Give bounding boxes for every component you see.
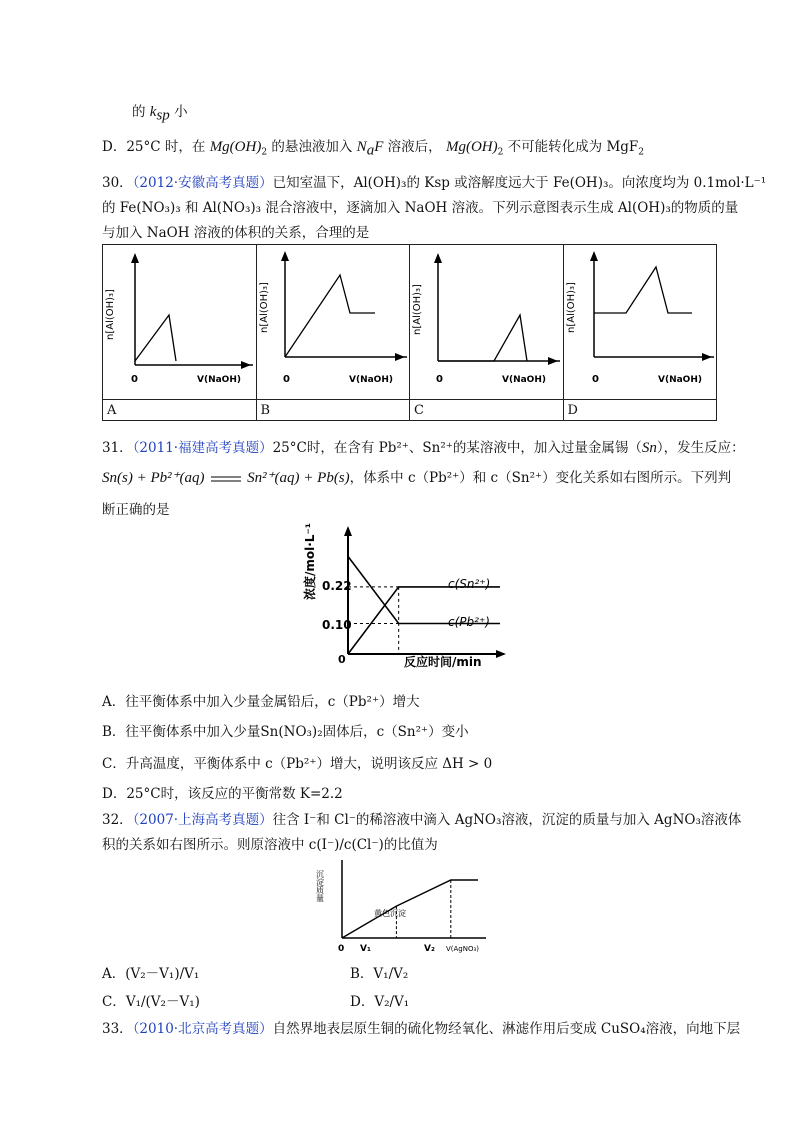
q32-ylabel: 沉淀质量 [315,870,325,902]
graph-d-label: D [563,400,717,421]
q31-origin: 0 [338,653,346,666]
graph-a-origin: 0 [131,374,138,385]
q31-equation-line: Sn(s) + Pb²⁺(aq) Sn²⁺(aq) + Pb(s)，体系中 c（Pb²⁺）和 c（Sn²⁺）变化关系如右图所示。下列判 [102,470,732,486]
q31-chart [300,522,512,672]
graph-c-origin: 0 [436,374,443,385]
q32-source: （2007·上海高考真题） [132,812,273,828]
q32-line1: 32．（2007·上海高考真题）往含 I⁻和 Cl⁻的稀溶液中滴入 AgNO₃溶液，沉淀的质量与加入 AgNO₃溶液体 [102,812,742,828]
graph-c-xlabel: V(NaOH) [502,375,546,385]
q33-line1: 33．（2010·北京高考真题）自然界地表层原生铜的硫化物经氧化、淋滤作用后变成 CuSO₄溶液，向地下层 [102,1021,741,1037]
graph-d-ylabel: n[Al(OH)₃] [565,282,577,333]
q31-line3: 断正确的是 [102,502,170,518]
q31-series-pb: c(Pb²⁺) [448,615,490,629]
q32-precipitate-line [342,880,478,938]
graph-a-ylabel: n[Al(OH)₃] [105,289,116,340]
graph-a [103,245,255,395]
equilibrium-arrow-icon [209,472,243,482]
q29-option-d: D．25°C 时，在 $Mg(OH)_2$ 的悬浊液加入 $N_aF$ 溶液后， $Mg(OH)_2$ 不可能转化成为 MgF$_2$ [102,139,645,159]
graph-b-cell [256,245,410,400]
q30-line3: 与加入 NaOH 溶液的体积的关系，合理的是 [102,225,370,241]
graph-c [410,245,562,395]
q32-xtick-v2: V₂ [424,944,435,954]
graph-a-label: A [103,400,257,421]
graph-b-xlabel: V(NaOH) [348,375,393,385]
q31-ytick-022: 0.22 [322,579,352,593]
q31-ytick-010: 0.10 [322,618,352,632]
q31-option-a: A．往平衡体系中加入少量金属铅后，c（Pb²⁺）增大 [102,694,420,710]
q30-graph-table [102,244,717,421]
q30-line2: 的 Fe(NO₃)₃ 和 Al(NO₃)₃ 混合溶液中，逐滴加入 NaOH 溶液。下列示意图表示生成 Al(OH)₃的物质的量 [102,200,739,216]
q31-source: （2011·福建高考真题） [132,440,273,456]
q32-xtick-v1: V₁ [360,944,371,954]
q32-option-a: A．(V₂－V₁)/V₁ [102,966,200,982]
graph-c-label: C [410,400,564,421]
q32-option-d: D．V₂/V₁ [350,994,410,1010]
equation-left: Sn(s) + Pb²⁺(aq) [102,470,205,486]
q33-source: （2010·北京高考真题） [132,1021,273,1037]
q31-option-c: C．升高温度，平衡体系中 c（Pb²⁺）增大，说明该反应 ΔH > 0 [102,756,493,772]
q31-line1: 31．（2011·福建高考真题）25°C时，在含有 Pb²⁺、Sn²⁺的某溶液中，加入过量金属锡（Sn），发生反应： [102,440,745,456]
graph-b-label: B [256,400,410,421]
graph-a-xlabel: V(NaOH) [197,375,241,385]
q32-line2: 积的关系如右图所示。则原溶液中 c(I⁻)/c(Cl⁻)的比值为 [102,837,438,853]
q30-line1: 30．（2012·安徽高考真题）已知室温下，Al(OH)₃的 Ksp 或溶解度远大于 Fe(OH)₃。向浓度均为 0.1mol·L⁻¹ [102,175,767,191]
q32-chart [315,858,490,954]
equation-right: Sn²⁺(aq) + Pb(s) [247,470,350,486]
q29-tail-line: 的 $k_{sp}$ 小 [132,104,188,124]
graph-d-xlabel: V(NaOH) [657,375,702,385]
graph-d-origin: 0 [591,374,599,385]
q32-xlabel: V(AgNO₃) [446,945,480,953]
q31-option-b: B．往平衡体系中加入少量Sn(NO₃)₂固体后，c（Sn²⁺）变小 [102,724,469,740]
graph-b-origin: 0 [282,374,290,385]
q31-ylabel: 浓度/mol·L⁻¹ [303,522,317,600]
q32-option-b: B．V₁/V₂ [350,966,409,982]
graph-b [257,245,409,395]
graph-d [564,245,716,395]
graph-b-ylabel: n[Al(OH)₃] [258,282,270,333]
graph-c-cell [410,245,564,400]
q31-xlabel: 反应时间/min [404,655,482,669]
graph-a-cell [103,245,257,400]
q31-series-sn: c(Sn²⁺) [448,577,491,591]
graph-d-cell [563,245,717,400]
graph-c-ylabel: n[Al(OH)₃] [412,284,423,335]
q32-annotation: 黄色沉淀 [374,909,406,918]
q31-option-d: D．25°C时，该反应的平衡常数 K=2.2 [102,786,343,802]
q32-option-c: C．V₁/(V₂－V₁) [102,994,200,1010]
q30-source: （2012·安徽高考真题） [132,175,273,191]
q32-xtick-0: 0 [338,944,345,954]
